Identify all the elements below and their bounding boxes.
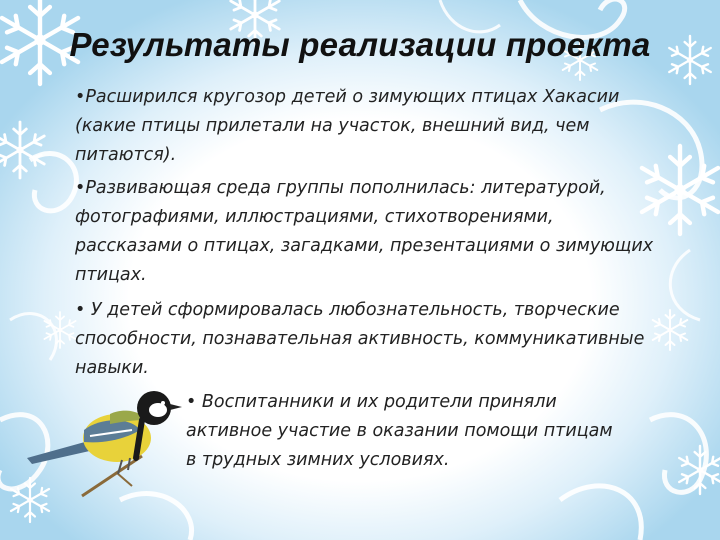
result-paragraph-2: •Развивающая среда группы пополнилась: литературой, фотографиями, иллюстрациями, стихотворениями, рассказами о птицах, загадками, презентациями о зимующих птицах.	[75, 178, 654, 285]
result-paragraph-3: • У детей сформировалась любознательность, творческие способности, познавательная активность, коммуникативные навыки.	[75, 300, 645, 378]
result-paragraph-4: • Воспитанники и их родители приняли активное участие в оказании помощи птицам в трудных зимних условиях.	[186, 392, 613, 470]
slide-title: Результаты реализации проекта	[69, 26, 651, 63]
result-paragraph-1: •Расширился кругозор детей о зимующих птицах Хакасии (какие птицы прилетали на участок, внешний вид, чем питаются).	[75, 87, 620, 165]
great-tit-bird-icon	[22, 378, 192, 503]
